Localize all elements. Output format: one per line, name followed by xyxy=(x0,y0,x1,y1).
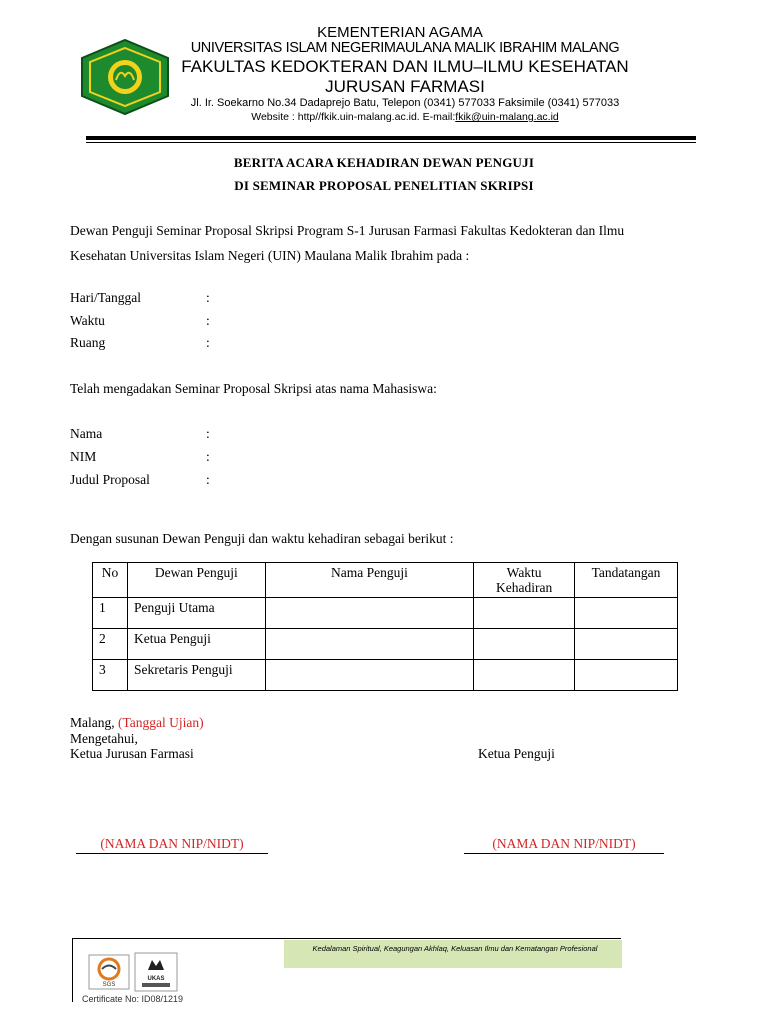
row-role: Penguji Utama xyxy=(127,598,265,629)
field-colon-time: : xyxy=(206,313,210,328)
intro-line1: Dewan Penguji Seminar Proposal Skripsi Program S-1 Jurusan Farmasi Fakultas Kedokteran dan Ilmu xyxy=(70,223,625,238)
header-no: No xyxy=(93,563,128,598)
field-label-time: Waktu xyxy=(70,313,105,328)
row-time-cell[interactable] xyxy=(474,598,575,629)
field-colon-name: : xyxy=(206,426,210,441)
sgs-certification-logo xyxy=(88,954,130,990)
row-name-cell[interactable] xyxy=(265,598,473,629)
email-link[interactable]: fkik@uin-malang.ac.id xyxy=(455,111,559,123)
document-title-line1: BERITA ACARA KEHADIRAN DEWAN PENGUJI xyxy=(233,155,535,170)
right-signer-name: (NAMA DAN NIP/NIDT) xyxy=(464,836,664,854)
field-colon-room: : xyxy=(206,335,210,350)
examiner-table xyxy=(92,562,678,691)
city: Malang, xyxy=(70,715,115,730)
left-signer-role: Ketua Jurusan Farmasi xyxy=(70,746,194,761)
address-line: Jl. Ir. Soekarno No.34 Dadaprejo Batu, Telepon (0341) 577033 Faksimile (0341) 577033 xyxy=(190,97,620,109)
footer-motto: Kedalaman Spiritual, Keagungan Akhlaq, Keluasan Ilmu dan Kematangan Profesional xyxy=(312,944,598,953)
document-title-line2: DI SEMINAR PROPOSAL PENELITIAN SKRIPSI xyxy=(234,178,534,193)
faculty-name: FAKULTAS KEDOKTERAN DAN ILMU–ILMU KESEHATAN xyxy=(181,57,629,76)
header-rule-thick xyxy=(86,136,696,140)
acknowledged-label: Mengetahui, xyxy=(70,731,138,746)
row-role: Sekretaris Penguji xyxy=(127,660,265,691)
exam-date-placeholder: (Tanggal Ujian) xyxy=(118,715,204,730)
field-label-name: Nama xyxy=(70,426,103,441)
university-name: UNIVERSITAS ISLAM NEGERIMAULANA MALIK IBRAHIM MALANG xyxy=(190,40,620,56)
header-rule-thin xyxy=(86,142,696,143)
table-row xyxy=(93,598,678,629)
row-name-cell[interactable] xyxy=(265,660,473,691)
row-no: 1 xyxy=(93,598,128,629)
committee-intro: Dengan susunan Dewan Penguji dan waktu kehadiran sebagai berikut : xyxy=(70,531,454,546)
row-role: Ketua Penguji xyxy=(127,629,265,660)
ukas-certification-logo xyxy=(134,952,178,992)
header-time xyxy=(474,563,575,598)
header-time-line1: Waktu xyxy=(506,565,542,580)
sgs-text: SGS xyxy=(102,982,116,988)
place-date-line xyxy=(70,715,204,731)
left-signer-name: (NAMA DAN NIP/NIDT) xyxy=(76,836,268,854)
field-colon-nim: : xyxy=(206,449,210,464)
header-name: Nama Penguji xyxy=(265,563,473,598)
certificate-number: Certificate No: ID08/1219 xyxy=(82,994,184,1004)
row-signature-cell[interactable] xyxy=(575,629,678,660)
header-signature: Tandatangan xyxy=(575,563,678,598)
row-signature-cell[interactable] xyxy=(575,660,678,691)
ministry-name: KEMENTERIAN AGAMA xyxy=(317,24,483,41)
table-header-row xyxy=(93,563,678,598)
field-colon-title: : xyxy=(206,472,210,487)
website-line xyxy=(170,111,640,123)
university-logo xyxy=(78,38,172,116)
field-colon-date: : xyxy=(206,290,210,305)
right-signer-role: Ketua Penguji xyxy=(478,746,555,761)
table-row xyxy=(93,629,678,660)
intro-paragraph xyxy=(70,218,710,268)
table-row xyxy=(93,660,678,691)
row-time-cell[interactable] xyxy=(474,629,575,660)
department-name: JURUSAN FARMASI xyxy=(325,77,485,96)
row-no: 3 xyxy=(93,660,128,691)
row-time-cell[interactable] xyxy=(474,660,575,691)
field-label-title: Judul Proposal xyxy=(70,472,150,487)
header-time-line2: Kehadiran xyxy=(495,580,553,595)
row-signature-cell[interactable] xyxy=(575,598,678,629)
field-label-room: Ruang xyxy=(70,335,106,350)
row-name-cell[interactable] xyxy=(265,629,473,660)
header-role: Dewan Penguji xyxy=(127,563,265,598)
field-label-nim: NIM xyxy=(70,449,97,464)
website-text: Website : http//fkik.uin-malang.ac.id. E-mail: xyxy=(251,111,456,123)
intro-line2: Kesehatan Universitas Islam Negeri (UIN) Maulana Malik Ibrahim pada : xyxy=(70,248,470,263)
student-intro: Telah mengadakan Seminar Proposal Skripsi atas nama Mahasiswa: xyxy=(70,381,437,396)
field-label-date: Hari/Tanggal xyxy=(70,290,142,305)
ukas-text: UKAS xyxy=(147,976,165,982)
row-no: 2 xyxy=(93,629,128,660)
